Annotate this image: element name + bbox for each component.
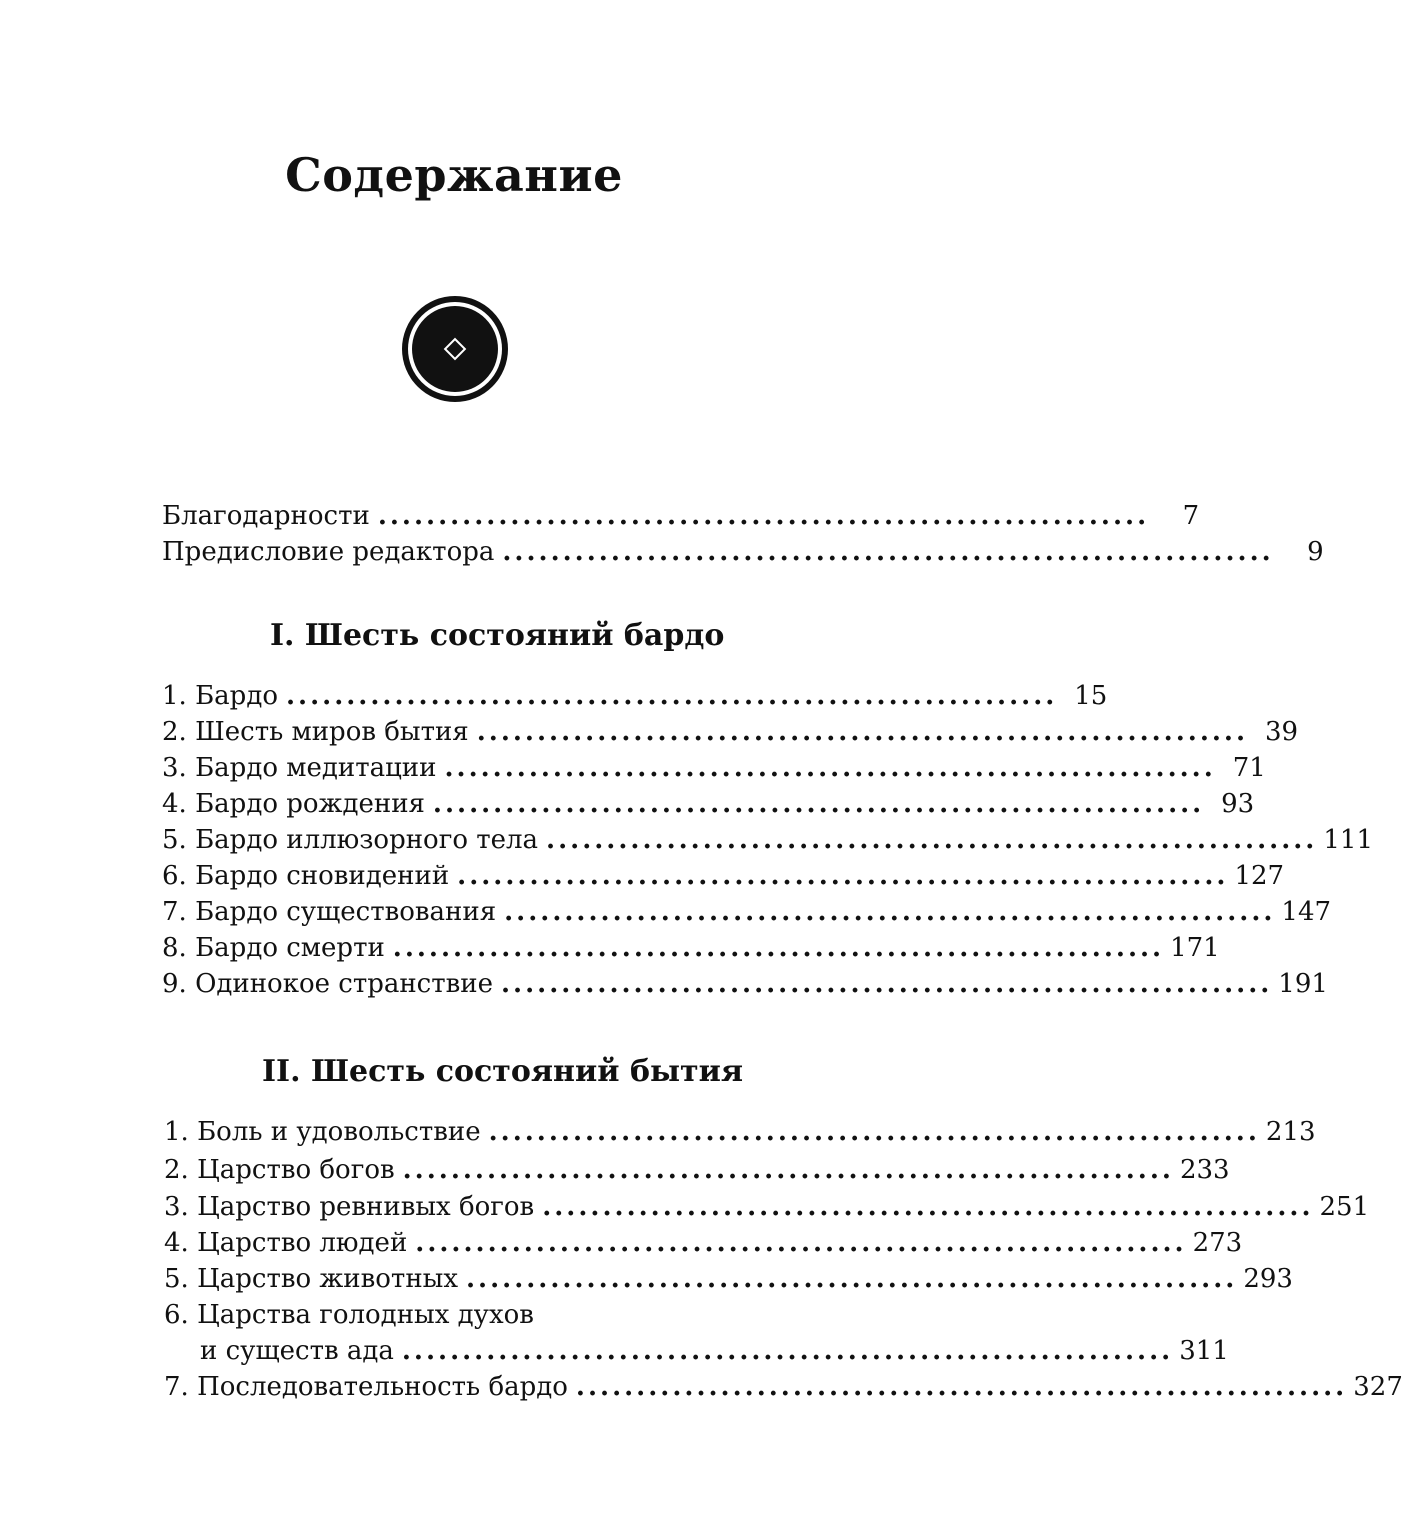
toc-entry[interactable] [164,1225,1243,1261]
toc-entry-page: 71 [1232,753,1266,783]
toc-leader-dots: ................................................................ [392,933,1165,963]
toc-entry[interactable] [164,1114,1316,1150]
toc-entry-acknowledgements[interactable] [162,498,1200,534]
toc-entry-label: 8. Бардо смерти [162,933,385,963]
page-title: Содержание [285,148,623,202]
toc-leader-dots: ................................................................ [575,1372,1348,1402]
toc-entry[interactable] [164,1261,1293,1297]
toc-entry-label: 4. Бардо рождения [162,789,425,819]
toc-entry-page: 327 [1353,1372,1403,1402]
toc-entry-page: 111 [1323,825,1373,855]
toc-entry-page: 191 [1278,969,1328,999]
toc-leader-dots: ................................................................ [500,969,1273,999]
toc-entry[interactable] [162,678,1108,714]
toc-leader-dots: ................................................................ [542,1192,1314,1222]
toc-entry-editor-preface[interactable] [162,534,1324,570]
toc-entry-label: 5. Бардо иллюзорного тела [162,825,539,855]
toc-leader-dots: ................................................................ [546,825,1318,855]
toc-entry-page: 251 [1319,1192,1370,1222]
toc-entry[interactable] [162,930,1220,966]
toc-leader-dots: ................................................................ [444,753,1216,783]
toc-entry-label: Благодарности [162,501,370,531]
toc-entry[interactable] [164,1189,1370,1225]
toc-entry-page: 15 [1074,681,1108,711]
toc-entry-label: 2. Царство богов [164,1155,395,1185]
toc-leader-dots: ................................................................ [476,717,1249,747]
toc-entry[interactable] [162,966,1328,1002]
toc-entry-label: 7. Бардо существования [162,897,497,927]
toc-entry-page: 7 [1182,501,1200,531]
toc-entry[interactable] [162,786,1255,822]
toc-entry[interactable] [162,822,1373,858]
toc-entry[interactable] [164,1152,1230,1188]
toc-entry-label: Предисловие редактора [162,537,495,567]
toc-entry-label: 3. Бардо медитации [162,753,437,783]
toc-entry-label: 1. Бардо [162,681,278,711]
toc-leader-dots: ................................................................ [402,1155,1174,1185]
toc-leader-dots: ................................................................ [415,1228,1187,1258]
toc-entry-label: 3. Царство ревнивых богов [164,1192,535,1222]
section-title-part-1: I. Шесть состояний бардо [270,618,725,653]
toc-leader-dots: ................................................................ [401,1336,1174,1366]
toc-leader-dots: ................................................................ [377,501,1150,531]
toc-entry-label[interactable]: 6. Царства голодных духов [164,1300,534,1330]
toc-leader-dots: ................................................................ [504,897,1276,927]
toc-entry-page: 9 [1307,537,1324,567]
toc-leader-dots: ................................................................ [432,789,1205,819]
toc-entry-label: 4. Царство людей [164,1228,408,1258]
toc-entry-label: 9. Одинокое странствие [162,969,493,999]
toc-entry[interactable] [200,1333,1229,1369]
section-title-part-2: II. Шесть состояний бытия [262,1054,744,1089]
toc-entry-page: 293 [1243,1264,1293,1294]
toc-entry-page: 171 [1170,933,1220,963]
toc-entry-page: 233 [1179,1155,1230,1185]
diamond-in-circle-icon [400,294,510,404]
toc-entry-page: 147 [1281,897,1332,927]
toc-entry[interactable] [162,858,1285,894]
toc-entry-page: 127 [1234,861,1285,891]
toc-entry-page: 93 [1221,789,1255,819]
toc-leader-dots: ................................................................ [488,1117,1260,1147]
toc-leader-dots: ................................................................ [502,537,1274,567]
toc-leader-dots: ................................................................ [466,1264,1238,1294]
toc-entry-label: 2. Шесть миров бытия [162,717,469,747]
toc-leader-dots: ................................................................ [285,681,1058,711]
toc-entry[interactable] [162,750,1266,786]
toc-entry-label: 6. Бардо сновидений [162,861,450,891]
toc-entry-label: 1. Боль и удовольствие [164,1117,481,1147]
toc-entry-label: 7. Последовательность бардо [164,1372,568,1402]
toc-entry-page: 213 [1265,1117,1316,1147]
toc-entry[interactable] [164,1369,1403,1405]
toc-entry-page: 311 [1179,1336,1229,1366]
toc-entry-page: 273 [1192,1228,1243,1258]
toc-entry-page: 39 [1264,717,1299,747]
toc-leader-dots: ................................................................ [457,861,1229,891]
toc-entry-label-continued: и существ ада [200,1336,394,1366]
toc-entry-label: 5. Царство животных [164,1264,458,1294]
toc-entry[interactable] [162,714,1299,750]
toc-entry[interactable] [162,894,1332,930]
